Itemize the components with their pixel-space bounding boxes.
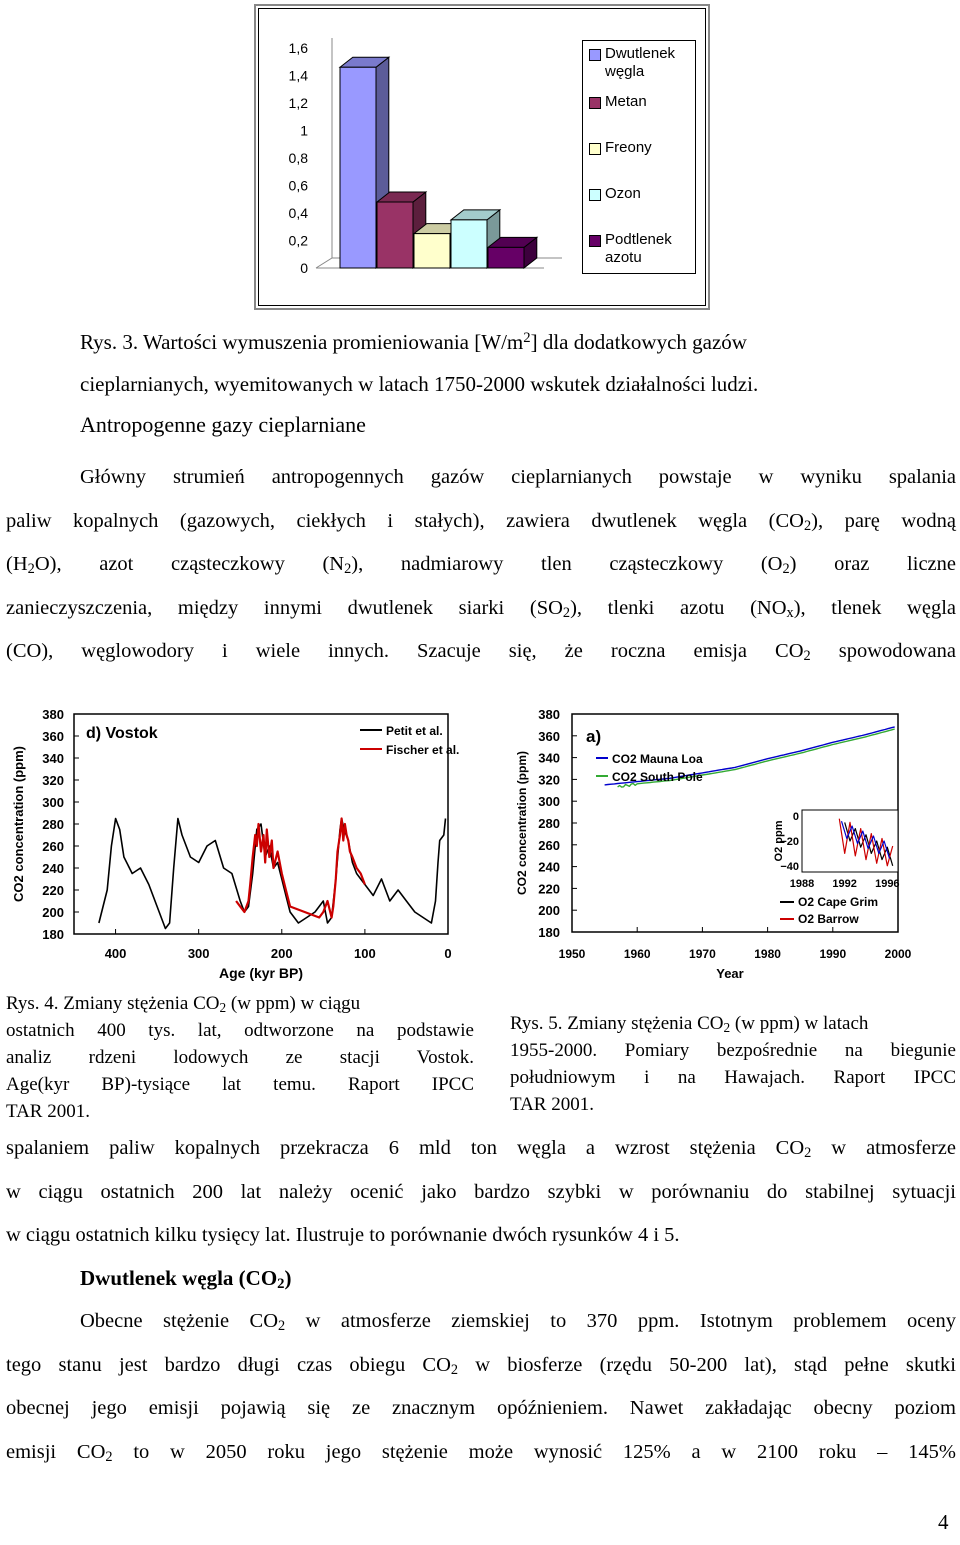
- fig4-ytick-label: 260: [42, 839, 64, 854]
- fig5-xtick-label: 1980: [754, 947, 781, 961]
- fig5-inset-ytick-label: 0: [792, 811, 799, 824]
- fig5-inset-legend-label: O2 Barrow: [798, 912, 859, 926]
- fig5-ytick-label: 380: [538, 707, 560, 722]
- fig3-ytick-label: 0,2: [288, 232, 308, 249]
- fig3-ytick-label: 0: [300, 260, 308, 276]
- fig4-ytick-label: 340: [42, 751, 64, 766]
- fig3-ytick-label: 1,2: [288, 95, 308, 111]
- para3-line3: obecnej jego emisji pojawią się ze znacznym opóźnieniem. Nawet zakładając obecny poziom: [6, 1397, 956, 1419]
- fig4-ytick-label: 180: [42, 927, 64, 942]
- fig3-caption-text: Rys. 3. Wartości wymuszenia promieniowania [W/m: [80, 330, 524, 354]
- fig4-caption-line4: Age(kyr BP)-tysiące lat temu. Raport IPCC: [6, 1074, 474, 1095]
- fig5-inset-xtick-label: 1988: [789, 878, 815, 890]
- fig4-xtick-label: 400: [104, 946, 127, 961]
- fig4-ytick-label: 200: [42, 905, 64, 920]
- fig5-ylabel: CO2 concentration (ppm): [515, 750, 529, 896]
- fig5-legend-label: CO2 Mauna Loa: [612, 752, 703, 766]
- fig3-legend-label: Podtlenek azotu: [605, 231, 672, 266]
- fig3-legend-swatch: [589, 97, 601, 109]
- fig4-xtick-label: 0: [444, 946, 452, 961]
- fig3-bar-2: [414, 234, 450, 268]
- fig4-xtick-label: 100: [354, 946, 376, 961]
- fig4-caption-line5: TAR 2001.: [6, 1101, 90, 1122]
- fig3-ytick-label: 0,8: [288, 150, 308, 166]
- fig3-bar-0: [340, 67, 376, 268]
- fig3-ytick-label: 1,4: [288, 67, 308, 84]
- para3-line2: tego stanu jest bardzo długi czas obiegu $CO_2$ w biosferze (rzędu 50-200 lat), stąd pełne skutki: [6, 1353, 956, 1378]
- fig5-panel-label: a): [586, 727, 602, 746]
- fig4-caption-line2: ostatnich 400 tys. lat, odtworzone na podstawie: [6, 1020, 474, 1041]
- fig5-ytick-label: 280: [538, 816, 560, 831]
- fig4-vostok-chart: [6, 700, 476, 985]
- fig5-ytick-label: 360: [538, 728, 560, 744]
- paragraph-2: [6, 1127, 956, 1258]
- fig4-caption-line1: Rys. 4. Zmiany stężenia $CO_2$ (w ppm) w ciągu: [6, 993, 361, 1015]
- page-number: 4: [938, 1510, 949, 1534]
- fig3-legend-label: Metan: [605, 93, 647, 110]
- fig3-bar-4: [488, 247, 524, 268]
- fig3-caption-line2: cieplarnianych, wyemitowanych w latach 1750-2000 wskutek działalności ludzi.: [80, 372, 759, 396]
- fig5-inset-ytick-label: −40: [780, 860, 799, 873]
- fig5-inset-ylabel: O2 ppm: [773, 820, 785, 862]
- para1-line1: Główny strumień antropogennych gazów cieplarnianych powstaje w wyniku spalania: [80, 466, 956, 488]
- fig4-ytick-label: 320: [42, 773, 64, 788]
- fig5-xtick-label: 1960: [623, 947, 651, 961]
- fig4-ytick-label: 240: [42, 861, 64, 876]
- fig4-ytick-label: 220: [42, 883, 64, 898]
- para1-line2: paliw kopalnych (gazowych, ciekłych i stałych), zawiera dwutlenek węgla $(CO_2)$, parę wodną: [6, 509, 956, 534]
- fig5-caption-line4: TAR 2001.: [510, 1094, 594, 1115]
- fig5-caption: [510, 1010, 956, 1118]
- fig4-xtick-label: 200: [270, 946, 293, 961]
- fig3-ytick-label: 1,6: [288, 40, 308, 56]
- paragraph-3: [6, 1300, 956, 1474]
- fig4-legend-label: Petit et al.: [386, 724, 443, 738]
- fig5-inset-legend-label: O2 Cape Grim: [798, 895, 879, 909]
- fig5-xtick-label: 1970: [689, 947, 716, 961]
- fig3-caption-text-end: ] dla dodatkowych gazów: [530, 330, 747, 354]
- fig3-legend-swatch: [589, 235, 601, 247]
- para2-line1: spalaniem paliw kopalnych przekracza 6 mld ton węgla a wzrost stężenia $CO_2$ w atmosferze: [6, 1137, 956, 1161]
- fig5-ytick-label: 220: [538, 881, 560, 897]
- fig5-ytick-label: 240: [538, 859, 560, 875]
- fig3-ytick-label: 1: [300, 122, 308, 139]
- fig5-maunaloa-chart: [510, 702, 930, 984]
- fig4-caption-line3: analiz rdzeni lodowych ze stacji Vostok.: [6, 1047, 474, 1068]
- fig3-ytick-label: 0,4: [288, 205, 308, 221]
- fig4-xtick-label: 300: [187, 946, 210, 961]
- fig4-series-0: [99, 819, 446, 929]
- fig4-panel-label: d) Vostok: [86, 725, 158, 742]
- fig4-legend-label: Fischer et al.: [386, 743, 460, 757]
- fig3-caption: [80, 328, 747, 356]
- fig4-ytick-label: 280: [42, 817, 64, 832]
- fig3-bar-1: [377, 202, 413, 268]
- fig3-ytick-label: 0,6: [288, 177, 308, 194]
- fig3-legend-label: Dwutlenek węgla: [605, 45, 676, 80]
- fig5-ytick-label: 340: [538, 750, 560, 766]
- fig4-ylabel: CO2 concentration (ppm): [11, 745, 26, 903]
- fig5-ytick-label: 260: [538, 837, 560, 853]
- para2-line3: w ciągu ostatnich kilku tysięcy lat. Ilustruje to porównanie dwóch rysunków 4 i 5.: [6, 1224, 680, 1246]
- fig3-legend: [582, 40, 696, 274]
- fig5-xtick-label: 2000: [884, 947, 912, 961]
- fig4-ytick-label: 360: [42, 729, 64, 744]
- fig5-ytick-label: 200: [538, 903, 560, 919]
- fig5-caption-line1: Rys. 5. Zmiany stężenia $CO_2$ (w ppm) w latach: [510, 1013, 869, 1035]
- para3-line4: emisji $CO_2$ to w 2050 roku jego stężenie może wynosić 125% a w 2100 roku – 145%: [6, 1440, 956, 1465]
- fig4-caption: [6, 990, 474, 1125]
- fig5-inset-ytick-label: −20: [780, 836, 799, 848]
- para1-line4: zanieczyszczenia, między innymi dwutlenek siarki $(SO_2)$, tlenki azotu $(NO_x)$, tlenek węgla: [6, 596, 956, 621]
- fig5-xtick-label: 1950: [558, 947, 586, 961]
- fig5-caption-line2: 1955-2000. Pomiary bezpośrednie na biegunie: [510, 1040, 956, 1061]
- fig3-legend-label: Freony: [605, 139, 652, 156]
- fig5-ytick-label: 180: [538, 925, 560, 940]
- fig5-ytick-label: 300: [538, 794, 560, 810]
- para2-line2: w ciągu ostatnich 200 lat należy ocenić jako bardzo szybki w porównaniu do stabilnej sytuacji: [6, 1180, 956, 1203]
- fig4-ytick-label: 300: [42, 795, 64, 810]
- fig5-inset-xtick-label: 1996: [875, 878, 900, 890]
- fig4-ytick-label: 380: [42, 707, 64, 722]
- para3-line1: Obecne stężenie $CO_2$ w atmosferze ziemskiej to 370 ppm. Istotnym problemem oceny: [80, 1310, 956, 1334]
- paragraph-1: [6, 456, 956, 674]
- fig5-inset-xtick-label: 1992: [832, 878, 857, 890]
- fig3-legend-swatch: [589, 189, 601, 201]
- fig5-xlabel: Year: [716, 966, 744, 981]
- para1-line5: (CO), węglowodory i wiele innych. Szacuje się, że roczna emisja $CO_2$ spowodowana: [6, 640, 956, 664]
- fig3-caption-sup: 2: [523, 330, 531, 346]
- section-heading-co2: Dwutlenek węgla $(CO_2)$: [80, 1266, 292, 1292]
- fig3-legend-label: Ozon: [605, 185, 641, 202]
- fig3-bar-3: [451, 220, 487, 268]
- fig3-legend-swatch: [589, 49, 601, 61]
- section-heading-antropogenne: Antropogenne gazy cieplarniane: [80, 412, 366, 437]
- para1-line3: $(H_2O)$, azot cząsteczkowy $(N_2)$, nadmiarowy tlen cząsteczkowy $(O_2)$ oraz liczne: [6, 553, 956, 577]
- fig4-series-1: [236, 819, 365, 918]
- fig5-ytick-label: 320: [538, 772, 560, 788]
- fig4-xlabel: Age (kyr BP): [218, 965, 304, 981]
- fig5-legend-label: CO2 South Pole: [612, 770, 703, 784]
- fig5-xtick-label: 1990: [819, 947, 847, 961]
- fig5-caption-line3: południowym i na Hawajach. Raport IPCC: [510, 1067, 956, 1088]
- fig3-legend-swatch: [589, 143, 601, 155]
